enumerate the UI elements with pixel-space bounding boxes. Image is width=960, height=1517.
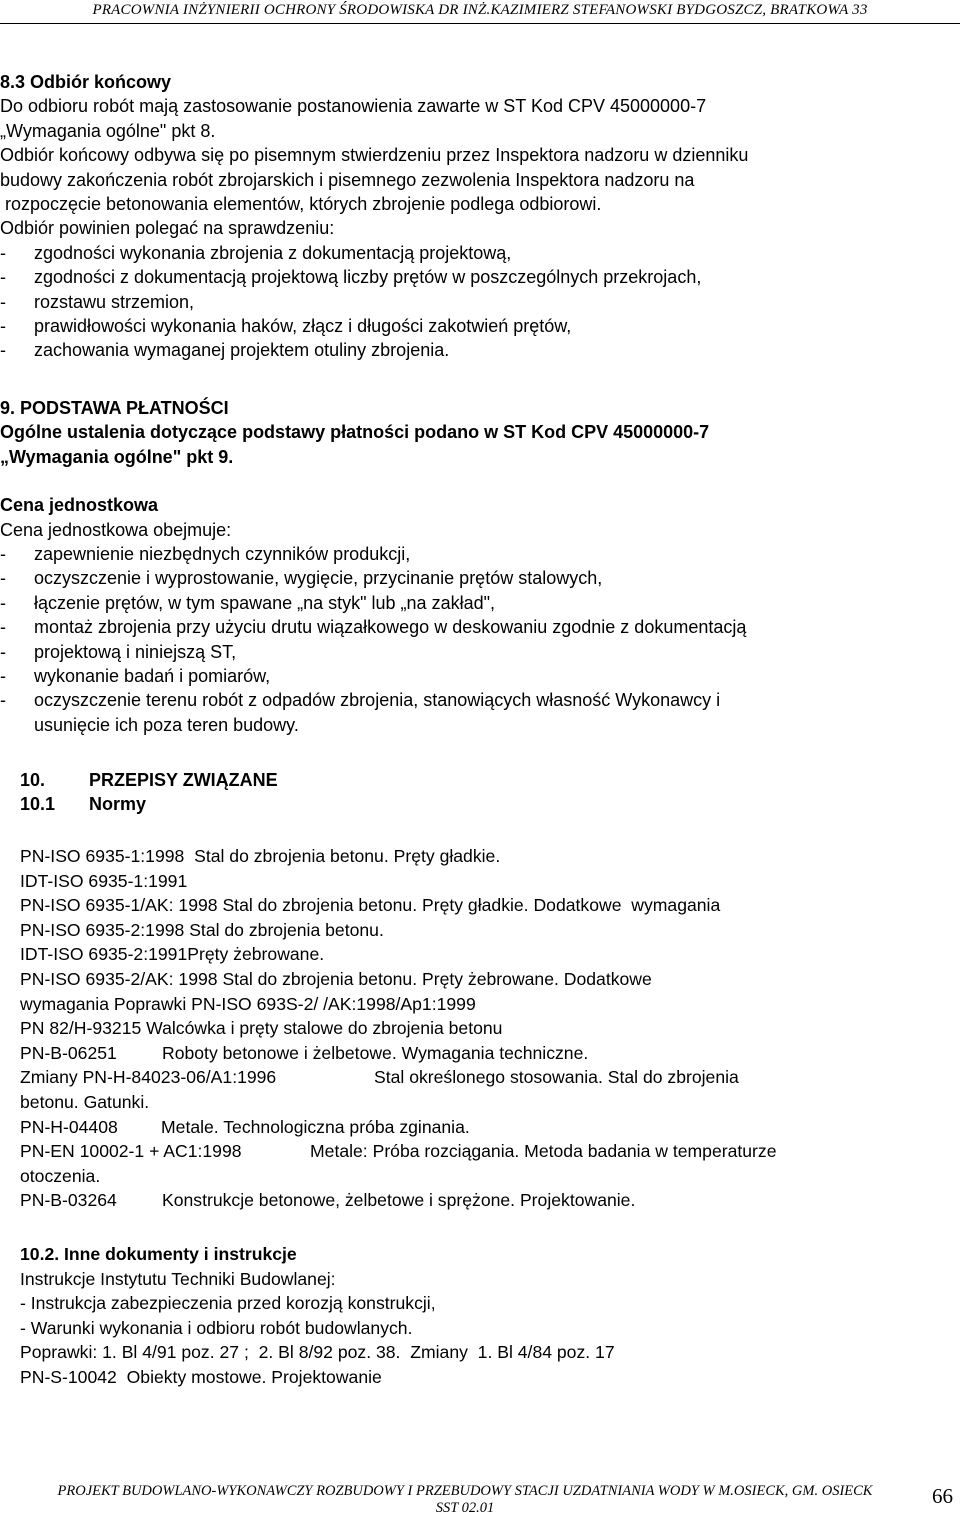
page-footer bbox=[0, 1483, 930, 1517]
paragraph-line: rozpoczęcie betonowania elementów, których zbrojenie podlega odbiorowi. bbox=[0, 194, 602, 215]
section-heading-10-2: 10.2. Inne dokumenty i instrukcje bbox=[20, 1244, 297, 1264]
norm-item: IDT-ISO 6935-2:1991Pręty żebrowane. bbox=[20, 944, 325, 965]
list-item: - prawidłowości wykonania haków, złącz i długości zakotwień prętów, bbox=[0, 316, 572, 337]
header-rule bbox=[0, 23, 960, 24]
norm-item: PN-B-03264 Konstrukcje betonowe, żelbetowe i sprężone. Projektowanie. bbox=[20, 1190, 636, 1211]
norm-item: IDT-ISO 6935-1:1991 bbox=[20, 870, 188, 891]
footer-spec-code: SST 02.01 bbox=[435, 1500, 495, 1516]
list-item: - wykonanie badań i pomiarów, bbox=[0, 666, 271, 687]
list-item: - oczyszczenie terenu robót z odpadów zbrojenia, stanowiących własność Wykonawcy i bbox=[0, 690, 721, 711]
page-header: PRACOWNIA INŻYNIERII OCHRONY ŚRODOWISKA DR INŻ.KAZIMIERZ STEFANOWSKI BYDGOSZCZ, BRATKOWA 33 bbox=[92, 2, 868, 18]
paragraph-line: PN-S-10042 Obiekty mostowe. Projektowanie bbox=[20, 1366, 382, 1387]
norm-item: PN-H-04408 Metale. Technologiczna próba zginania. bbox=[20, 1116, 470, 1137]
norm-item: wymagania Poprawki PN-ISO 693S-2/ /AK:1998/Ap1:1999 bbox=[20, 993, 476, 1014]
section-heading-8-3: 8.3 Odbiór końcowy bbox=[0, 72, 172, 92]
paragraph-line: Ogólne ustalenia dotyczące podstawy płatności podano w ST Kod CPV 45000000-7 bbox=[0, 422, 710, 443]
section-heading-9: 9. PODSTAWA PŁATNOŚCI bbox=[0, 398, 229, 418]
paragraph-line: Odbiór końcowy odbywa się po pisemnym stwierdzeniu przez Inspektora nadzoru w dzienniku bbox=[0, 145, 749, 166]
norm-item: PN-EN 10002-1 + AC1:1998 Metale: Próba rozciągania. Metoda badania w temperaturze bbox=[20, 1141, 777, 1162]
norm-item: PN-ISO 6935-2:1998 Stal do zbrojenia betonu. bbox=[20, 919, 384, 940]
norm-item: betonu. Gatunki. bbox=[20, 1091, 150, 1112]
paragraph-line: - Warunki wykonania i odbioru robót budowlanych. bbox=[20, 1317, 413, 1338]
list-item: - łączenie prętów, w tym spawane „na styk" lub „na zakład", bbox=[0, 592, 495, 613]
norm-item: PN 82/H-93215 Walcówka i pręty stalowe do zbrojenia betonu bbox=[20, 1018, 503, 1039]
paragraph-line: budowy zakończenia robót zbrojarskich i pisemnego zezwolenia Inspektora nadzoru na bbox=[0, 169, 695, 190]
list-item: - projektową i niniejszą ST, bbox=[0, 641, 237, 662]
paragraph-line: Poprawki: 1. Bl 4/91 poz. 27 ; 2. Bl 8/92 poz. 38. Zmiany 1. Bl 4/84 poz. 17 bbox=[20, 1342, 615, 1363]
section-8-3 bbox=[0, 70, 960, 363]
norm-item: PN-ISO 6935-2/AK: 1998 Stal do zbrojenia betonu. Pręty żebrowane. Dodatkowe bbox=[20, 968, 652, 989]
list-item: - oczyszczenie i wyprostowanie, wygięcie, przycinanie prętów stalowych, bbox=[0, 568, 603, 589]
list-item-continuation: usunięcie ich poza teren budowy. bbox=[34, 714, 299, 735]
norm-item: PN-ISO 6935-1:1998 Stal do zbrojenia betonu. Pręty gładkie. bbox=[20, 846, 501, 866]
paragraph-line: Do odbioru robót mają zastosowanie postanowienia zawarte w ST Kod CPV 45000000-7 bbox=[0, 96, 707, 117]
list-item: - rozstawu strzemion, bbox=[0, 291, 195, 312]
norm-item: otoczenia. bbox=[20, 1165, 101, 1186]
paragraph-line: - Instrukcja zabezpieczenia przed korozją konstrukcji, bbox=[20, 1293, 436, 1314]
paragraph-line: Instrukcje Instytutu Techniki Budowlanej: bbox=[20, 1268, 336, 1289]
paragraph-line: Odbiór powinien polegać na sprawdzeniu: bbox=[0, 218, 335, 239]
page-number: 66 bbox=[932, 1484, 953, 1508]
norm-item: PN-B-06251 Roboty betonowe i żelbetowe. Wymagania techniczne. bbox=[20, 1042, 589, 1063]
list-item: - zapewnienie niezbędnych czynników produkcji, bbox=[0, 544, 411, 565]
paragraph-line: „Wymagania ogólne" pkt 8. bbox=[0, 120, 216, 141]
subheading-10-1: 10.1 Normy bbox=[20, 794, 147, 815]
norm-item: Zmiany PN-H-84023-06/A1:1996 Stal określonego stosowania. Stal do zbrojenia bbox=[20, 1067, 739, 1088]
list-item: - zgodności z dokumentacją projektową liczby prętów w poszczególnych przekrojach, bbox=[0, 267, 702, 288]
subheading-cena: Cena jednostkowa bbox=[0, 495, 159, 516]
list-item: - zachowania wymaganej projektem otuliny zbrojenia. bbox=[0, 340, 450, 361]
list-item: - montaż zbrojenia przy użyciu drutu wiązałkowego w deskowaniu zgodnie z dokumentacją bbox=[0, 617, 747, 638]
section-heading-10: 10. PRZEPISY ZWIĄZANE bbox=[20, 770, 278, 790]
footer-project-title: PROJEKT BUDOWLANO-WYKONAWCZY ROZBUDOWY I PRZEBUDOWY STACJI UZDATNIANIA WODY W M.OSIECK, GM. OSIECK bbox=[57, 1483, 873, 1499]
norm-item: PN-ISO 6935-1/AK: 1998 Stal do zbrojenia betonu. Pręty gładkie. Dodatkowe wymagania bbox=[20, 895, 721, 916]
list-item: - zgodności wykonania zbrojenia z dokumentacją projektową, bbox=[0, 242, 512, 263]
section-10-2 bbox=[20, 1242, 615, 1390]
section-9 bbox=[0, 396, 746, 737]
paragraph-line: „Wymagania ogólne" pkt 9. bbox=[0, 446, 234, 467]
norms-list bbox=[20, 844, 777, 1213]
paragraph-line: Cena jednostkowa obejmuje: bbox=[0, 519, 232, 540]
section-10 bbox=[20, 768, 278, 817]
